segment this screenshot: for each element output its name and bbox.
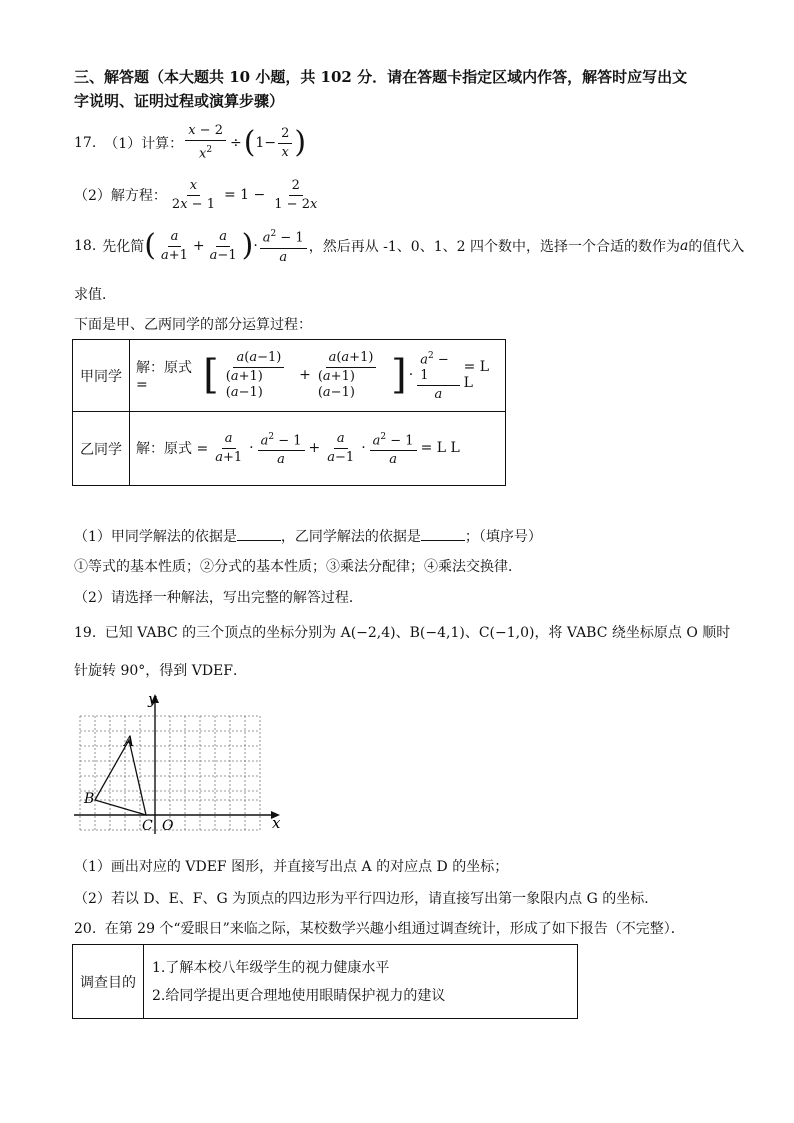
q19-line1-text: 已知 VABC 的三个顶点的坐标分别为 A(−2,4)、B(−4,1)、C(−1,0)，将 VABC 绕坐标原点 O 顺时: [104, 625, 731, 641]
x-axis-label: x: [272, 814, 281, 832]
q18-q1-part-c: ；（填序号）: [464, 529, 542, 545]
q17-part2: （2）解方程： $\frac{x}{2x - 1}$ = 1 − $\frac{2}{1 - 2x}$: [74, 174, 322, 216]
triangle-abc: [95, 740, 146, 815]
section-heading-line1: 三、解答题（本大题共 10 小题，共 102 分．请在答题卡指定区域内作答，解答时应写出文: [74, 68, 688, 86]
q17-part1-label: （1）计算：: [104, 136, 184, 152]
q19-line1: [74, 622, 730, 642]
q17-number: 17.: [74, 135, 97, 151]
q18-question2: （2）请选择一种解法，写出完整的解答过程．: [74, 590, 363, 606]
y-axis-label: y: [148, 690, 157, 708]
report-header-purpose: 调查目的: [73, 945, 144, 1019]
q20-line: [74, 918, 685, 938]
student-yi-work: 解：原式 = $\frac{a}{a+1}$ · $\frac{a^2 - 1}{a}$ + $\frac{a}{a-1}$ · $\frac{a^2 - 1}{a}$ = L L: [130, 412, 506, 486]
yi-ellipsis: = L L: [420, 440, 460, 457]
q18-solution-table: [72, 339, 506, 486]
q18-number: 18.: [74, 238, 97, 254]
yi-prefix: 解：原式 =: [136, 441, 209, 458]
answer-blank-1[interactable]: [237, 528, 281, 541]
q19-line2: 针旋转 90°，得到 VDEF．: [74, 663, 247, 679]
q18-q1-part-a: （1）甲同学解法的依据是: [74, 529, 237, 545]
point-c-label: C: [142, 818, 153, 834]
q17-fraction-2: $\frac{2}{x}$: [278, 126, 292, 161]
student-yi-name: 乙同学: [73, 412, 130, 486]
answer-blank-2[interactable]: [421, 528, 465, 541]
origin-label: O: [162, 818, 174, 834]
q18-after-expr: ，然后再从 -1、0、1、2 四个数中，选择一个合适的数作为: [308, 239, 680, 255]
section-heading-line2: 字说明、证明过程或演算步骤）: [74, 92, 285, 110]
q17-part1: 17. （1）计算： $\frac{x - 2}{x^2}$ ÷ ( 1− $\frac{2}{x}$ ): [74, 123, 307, 162]
student-jia-work: 解：原式 = [ $\frac{a(a-1)}{(a+1)(a-1)}$ + $\frac{a(a+1)}{(a+1)(a-1)}$ ] · $\frac{a^2 - 1}{a}$ = L L: [130, 340, 506, 412]
q17-part2-label: （2）解方程：: [74, 188, 167, 204]
table-row: [73, 945, 578, 1019]
q18-options: ①等式的基本性质；②分式的基本性质；③乘法分配律；④乘法交换律．: [74, 559, 522, 575]
q20-number: 20.: [74, 921, 97, 937]
q19-sub1: （1）画出对应的 VDEF 图形，并直接写出点 A 的对应点 D 的坐标；: [74, 859, 509, 875]
q17-fraction-4: $\frac{2}{1 - 2x}$: [274, 177, 318, 212]
q19-sub2: （2）若以 D、E、F、G 为顶点的四边形为平行四边形，请直接写出第一象限内点 G 的坐标．: [74, 891, 659, 907]
jia-ellipsis: = L L: [463, 359, 490, 392]
q18-question1: [74, 526, 542, 546]
q20-report-table: [72, 944, 578, 1019]
q18-tail: 的值代入: [688, 239, 745, 255]
q19-number: 19.: [74, 625, 97, 641]
table-row: [73, 340, 506, 412]
purpose-item-1: 1.了解本校八年级学生的视力健康水平: [152, 959, 390, 976]
q17-fraction-1: $\frac{x - 2}{x^2}$: [185, 123, 226, 162]
q20-text: 在第 29 个“爱眼日”来临之际，某校数学兴趣小组通过调查统计，形成了如下报告（不完整）．: [104, 921, 685, 937]
jia-prefix: 解：原式 =: [136, 360, 192, 394]
point-b-label: B: [84, 791, 95, 807]
q18-line2: 求值．: [74, 287, 116, 303]
point-a-label: A: [124, 734, 135, 750]
q17-fraction-3: $\frac{x}{2x - 1}$: [171, 177, 215, 212]
coordinate-grid-figure: [68, 688, 290, 836]
student-jia-name: 甲同学: [73, 340, 130, 412]
report-purposes: [144, 945, 578, 1019]
table-row: [73, 412, 506, 486]
q18-var: a: [679, 238, 689, 254]
q18-q1-part-b: ，乙同学解法的依据是: [280, 529, 421, 545]
q18-line1: 18. 先化简 ( $\frac{a}{a+1}$ + $\frac{a}{a-1}$ ) · $\frac{a^2 - 1}{a}$ ，然后再从 -1、0、1、2 四个数中，选择一个合适的数作为 a 的值代入: [74, 228, 745, 265]
purpose-item-2: 2.给同学提出更合理地使用眼睛保护视力的建议: [152, 987, 446, 1004]
q18-intro: 下面是甲、乙两同学的部分运算过程：: [74, 317, 312, 333]
q18-lead: 先化简: [102, 239, 145, 255]
